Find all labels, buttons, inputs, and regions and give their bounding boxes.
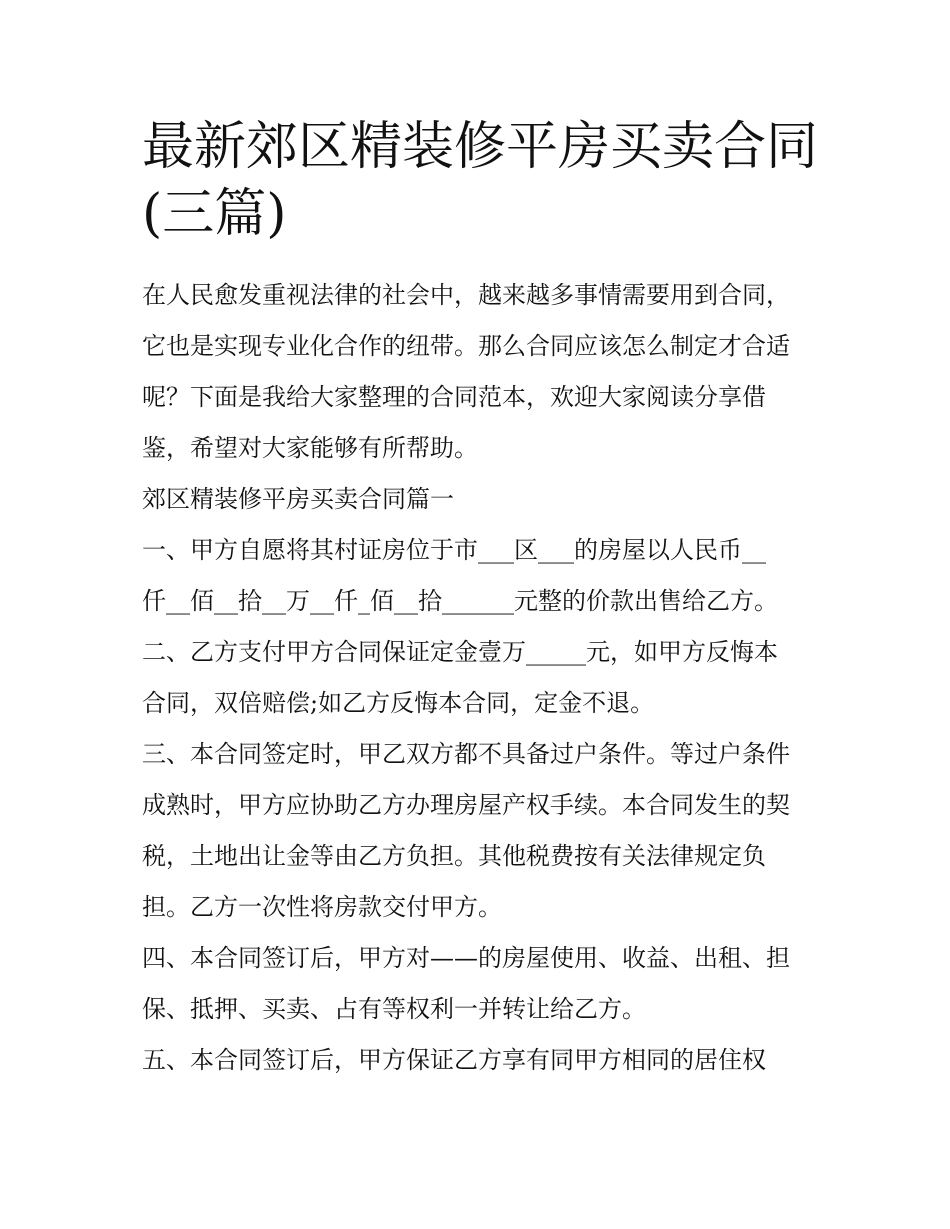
intro-line: 鉴，希望对大家能够有所帮助。	[142, 434, 478, 462]
clause-line: 担。乙方一次性将房款交付甲方。	[142, 893, 502, 921]
clause-line: 一、甲方自愿将其村证房位于市___区___的房屋以人民币__	[142, 536, 766, 564]
title-line: 最新郊区精装修平房买卖合同	[142, 117, 819, 177]
clause-line: 成熟时，甲方应协助乙方办理房屋产权手续。本合同发生的契	[142, 791, 790, 819]
clause-2	[142, 627, 822, 729]
clause-1	[142, 525, 822, 627]
clause-5	[142, 1035, 822, 1086]
section-heading: 郊区精装修平房买卖合同篇一	[142, 485, 454, 513]
clause-line: 二、乙方支付甲方合同保证定金壹万_____元，如甲方反悔本	[142, 638, 778, 666]
intro-line: 呢？下面是我给大家整理的合同范本，欢迎大家阅读分享借	[142, 383, 766, 411]
clause-line: 四、本合同签订后，甲方对——的房屋使用、收益、出租、担	[142, 944, 790, 972]
intro-line: 在人民愈发重视法律的社会中，越来越多事情需要用到合同，	[142, 281, 790, 309]
document-body	[142, 114, 822, 1086]
intro-line: 它也是实现专业化合作的纽带。那么合同应该怎么制定才合适	[142, 332, 790, 360]
clause-line: 合同，双倍赔偿;如乙方反悔本合同，定金不退。	[142, 689, 655, 717]
clause-line: 五、本合同签订后，甲方保证乙方享有同甲方相同的居住权	[142, 1046, 766, 1074]
clause-line: 三、本合同签定时，甲乙双方都不具备过户条件。等过户条件	[142, 740, 790, 768]
document-title	[142, 114, 822, 248]
clause-line: 保、抵押、买卖、占有等权利一并转让给乙方。	[142, 995, 646, 1023]
clause-line: 税，土地出让金等由乙方负担。其他税费按有关法律规定负	[142, 842, 766, 870]
intro-paragraph	[142, 270, 822, 474]
title-line: (三篇)	[142, 184, 287, 244]
clause-line: 仟__佰__拾__万__仟_佰__拾______元整的价款出售给乙方。	[142, 587, 778, 615]
clause-3	[142, 729, 822, 933]
clause-4	[142, 933, 822, 1035]
